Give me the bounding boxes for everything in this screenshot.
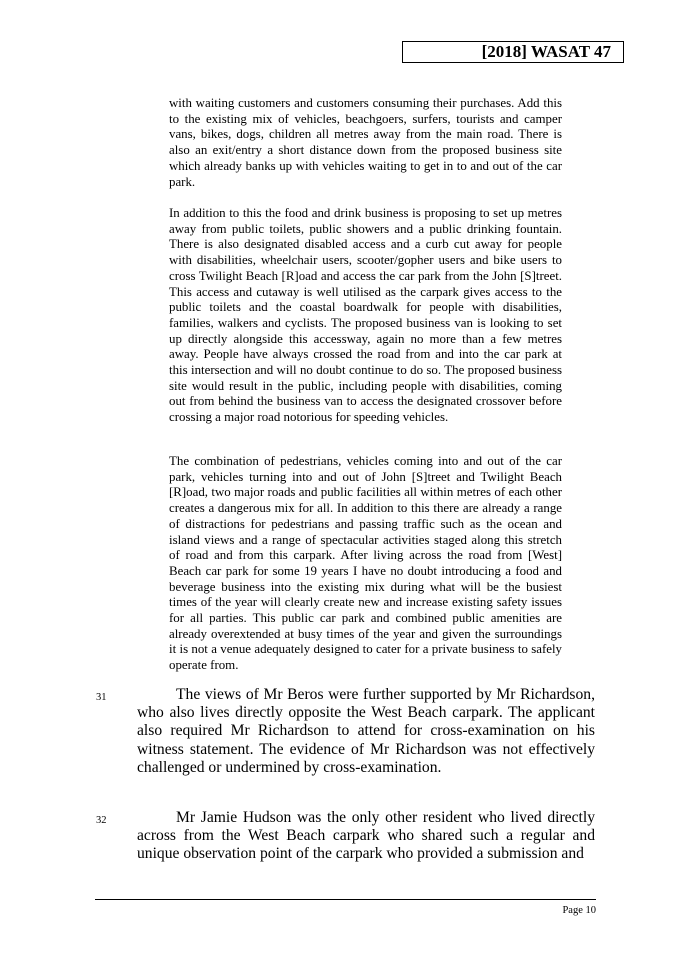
- quote-block-3: The combination of pedestrians, vehicles coming into and out of the car park, vehicles turning into and out of John [S]treet and Twilight Beach [R]oad, two major roads and public facilities all within metres of each other creates a dangerous mix for all. In addition to this there are already a range of distractions for pedestrians and passing traffic such as the ocean and island views and a range of spectacular activities staged along this stretch of road and from this carpark. After living across the road from [West] Beach car park for some 19 years I have no doubt introducing a food and beverage business into the existing mix during what will be the busiest times of the year will clearly create new and increase existing safety issues for all parties. This public car park and combined public amenities are already overextended at busy times of the year and given the surroundings it is not a venue adequately designed to cater for a private business to safely operate from.: [169, 454, 562, 673]
- paragraph-number-32: 32: [96, 815, 107, 826]
- quote-block-1: with waiting customers and customers consuming their purchases. Add this to the existing mix of vehicles, beachgoers, surfers, tourists and camper vans, bikes, dogs, children all metres away from the main road. There is also an exit/entry a short distance down from the proposed business site which already banks up with vehicles waiting to get in to and out of the car park.: [169, 96, 562, 189]
- paragraph-number-31: 31: [96, 692, 107, 703]
- paragraph-31: The views of Mr Beros were further supported by Mr Richardson, who also lives directly opposite the West Beach carpark. The applicant also required Mr Richardson to attend for cross-examination on his witness statement. The evidence of Mr Richardson was not effectively challenged or undermined by cross-examination.: [137, 686, 595, 776]
- quote-block-2: In addition to this the food and drink business is proposing to set up metres away from public toilets, public showers and a public drinking fountain. There is also designated disabled access and a curb cut away for people with disabilities, wheelchair users, scooter/gopher users and bike users to cross Twilight Beach [R]oad and access the car park from the John [S]treet. This access and cutaway is well utilised as the carpark gives access to the public toilets and the coastal boardwalk for people with disabilities, families, walkers and cyclists. The proposed business van is looking to set up directly alongside this accessway, again no more than a few metres away. People have always crossed the road from and into the car park at this intersection and will no doubt continue to do so. The proposed business site would result in the public, including people with disabilities, coming out from behind the business van to access the designated crossover before crossing a major road notorious for speeding vehicles.: [169, 206, 562, 425]
- page-number: Page 10: [562, 905, 596, 916]
- paragraph-32: Mr Jamie Hudson was the only other resident who lived directly across from the West Beach carpark who shared such a regular and unique observation point of the carpark who provided a submission and: [137, 809, 595, 863]
- footer-divider: [95, 899, 596, 900]
- case-citation: [2018] WASAT 47: [402, 41, 624, 63]
